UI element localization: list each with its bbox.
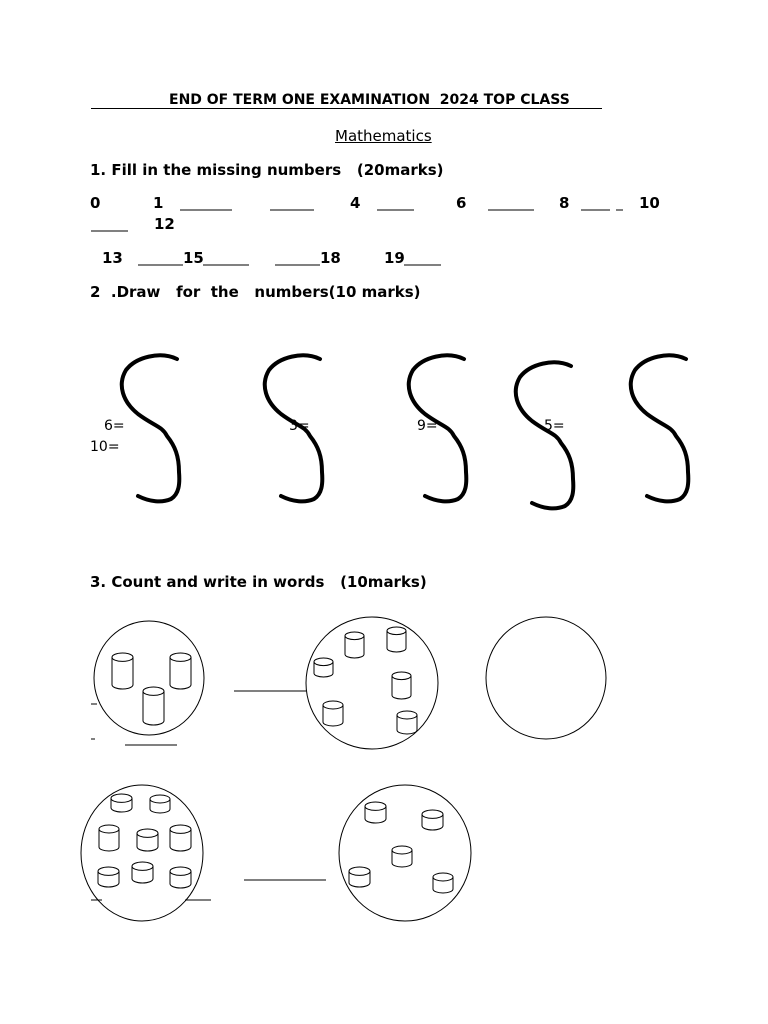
- cylinder-icon: [323, 701, 343, 726]
- cylinder-icon: [143, 687, 164, 725]
- number-19: 19: [384, 249, 405, 267]
- draw-label-5: 5=: [544, 418, 565, 434]
- cylinder-icon: [345, 632, 364, 658]
- cylinder-icon: [314, 658, 333, 677]
- exam-title: END OF TERM ONE EXAMINATION 2024 TOP CLASS: [169, 92, 570, 108]
- number-6: 6: [456, 194, 467, 212]
- number-4: 4: [350, 194, 361, 212]
- answer-blanks: [91, 210, 623, 265]
- cylinder-icon: [349, 867, 370, 887]
- number-12: 12: [154, 215, 175, 233]
- cylinder-icon: [137, 829, 158, 851]
- set-bracket: [122, 355, 180, 501]
- number-13: 13: [102, 249, 123, 267]
- cylinder-icon: [422, 810, 443, 830]
- number-18: 18: [320, 249, 341, 267]
- cylinder-icon: [98, 867, 119, 887]
- set-brackets: [122, 355, 689, 508]
- empty-counting-circle: [486, 617, 606, 739]
- draw-label-6: 6=: [104, 418, 125, 434]
- set-bracket: [516, 362, 574, 508]
- cylinder-icon: [433, 873, 453, 893]
- cylinder-icon: [387, 627, 406, 652]
- cylinder-icon: [150, 795, 170, 813]
- cylinder-icon: [170, 825, 191, 851]
- cylinder-objects: [98, 627, 453, 893]
- cylinder-icon: [132, 862, 153, 883]
- number-10: 10: [639, 194, 660, 212]
- cylinder-icon: [392, 846, 412, 867]
- question-2-heading: 2 .Draw for the numbers(10 marks): [90, 283, 421, 301]
- draw-label-3: 3=: [289, 418, 310, 434]
- counting-circle: [306, 617, 438, 749]
- question-1-heading: 1. Fill in the missing numbers (20marks): [90, 161, 444, 179]
- cylinder-icon: [170, 867, 191, 888]
- cylinder-icon: [99, 825, 119, 851]
- number-15: 15: [183, 249, 204, 267]
- counting-circles: [81, 617, 606, 921]
- cylinder-icon: [392, 672, 411, 699]
- number-1: 1: [153, 194, 164, 212]
- set-bracket: [631, 355, 689, 501]
- cylinder-icon: [112, 653, 133, 689]
- cylinder-icon: [365, 802, 386, 823]
- cylinder-icon: [170, 653, 191, 689]
- counting-circle: [81, 785, 203, 921]
- draw-label-10: 10=: [90, 439, 120, 455]
- number-8: 8: [559, 194, 570, 212]
- subject-title: Mathematics: [335, 127, 432, 145]
- question-3-heading: 3. Count and write in words (10marks): [90, 573, 427, 591]
- number-0: 0: [90, 194, 101, 212]
- draw-label-9: 9=: [417, 418, 438, 434]
- cylinder-icon: [397, 711, 417, 734]
- cylinder-icon: [111, 794, 132, 812]
